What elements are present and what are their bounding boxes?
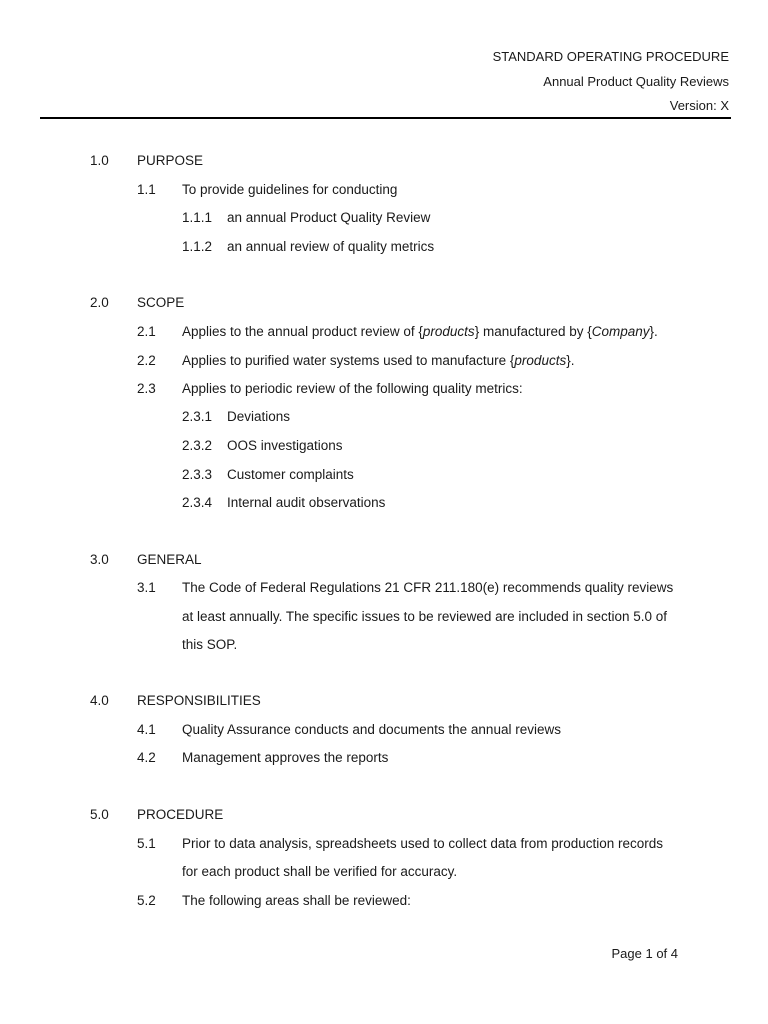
placeholder-products: products [514, 353, 567, 368]
item-text: The following areas shall be reviewed: [182, 893, 411, 908]
item-text [182, 352, 574, 370]
text-part: Applies to the annual product review of { [182, 324, 423, 339]
item-text [182, 323, 658, 341]
item-number: 1.1.1 [182, 210, 213, 225]
item-number: 5.2 [137, 893, 156, 908]
section-number: 5.0 [90, 807, 109, 822]
item-text: Applies to periodic review of the following quality metrics: [182, 381, 523, 396]
item-number: 5.1 [137, 836, 156, 851]
item-3-1-line-3: this SOP. [182, 637, 238, 652]
item-text: Internal audit observations [227, 495, 386, 510]
item-number: 3.1 [137, 580, 156, 595]
item-number: 2.3 [137, 381, 156, 396]
header-rule [40, 117, 731, 119]
text-part: Applies to purified water systems used to manufacture { [182, 353, 515, 368]
section-title: GENERAL [137, 552, 202, 567]
section-number: 2.0 [90, 295, 109, 310]
section-title: RESPONSIBILITIES [137, 693, 261, 708]
item-text: OOS investigations [227, 438, 343, 453]
section-number: 1.0 [90, 153, 109, 168]
item-text: an annual review of quality metrics [227, 239, 435, 254]
item-number: 2.3.3 [182, 467, 213, 482]
text-part: } manufactured by { [474, 324, 592, 339]
item-number: 2.2 [137, 353, 156, 368]
item-number: 2.1 [137, 324, 156, 339]
text-part: }. [649, 324, 658, 339]
section-title: PROCEDURE [137, 807, 224, 822]
section-title: PURPOSE [137, 153, 204, 168]
item-text: Management approves the reports [182, 750, 389, 765]
item-number: 2.3.1 [182, 409, 213, 424]
section-title: SCOPE [137, 295, 185, 310]
item-text: Deviations [227, 409, 291, 424]
item-text: Quality Assurance conducts and documents the annual reviews [182, 722, 561, 737]
item-text: an annual Product Quality Review [227, 210, 431, 225]
item-text: To provide guidelines for conducting [182, 182, 398, 197]
page-number: Page 1 of 4 [611, 946, 678, 961]
item-number: 1.1.2 [182, 239, 213, 254]
placeholder-company: Company [591, 324, 650, 339]
item-number: 4.2 [137, 750, 156, 765]
placeholder-products: products [422, 324, 475, 339]
item-3-1-line-2: at least annually. The specific issues to be reviewed are included in section 5.0 of [182, 609, 668, 624]
item-number: 2.3.2 [182, 438, 213, 453]
header-title: STANDARD OPERATING PROCEDURE [492, 49, 729, 64]
item-5-1-line-2: for each product shall be verified for accuracy. [182, 864, 458, 879]
item-number: 1.1 [137, 182, 156, 197]
text-part: }. [566, 353, 575, 368]
header-subtitle: Annual Product Quality Reviews [543, 74, 729, 89]
item-number: 2.3.4 [182, 495, 213, 510]
item-text-line-1: The Code of Federal Regulations 21 CFR 211.180(e) recommends quality reviews [182, 580, 674, 595]
header-version: Version: X [669, 98, 729, 113]
item-number: 4.1 [137, 722, 156, 737]
section-number: 3.0 [90, 552, 109, 567]
item-text: Customer complaints [227, 467, 354, 482]
item-text-line-1: Prior to data analysis, spreadsheets used to collect data from production records [182, 836, 664, 851]
section-number: 4.0 [90, 693, 109, 708]
